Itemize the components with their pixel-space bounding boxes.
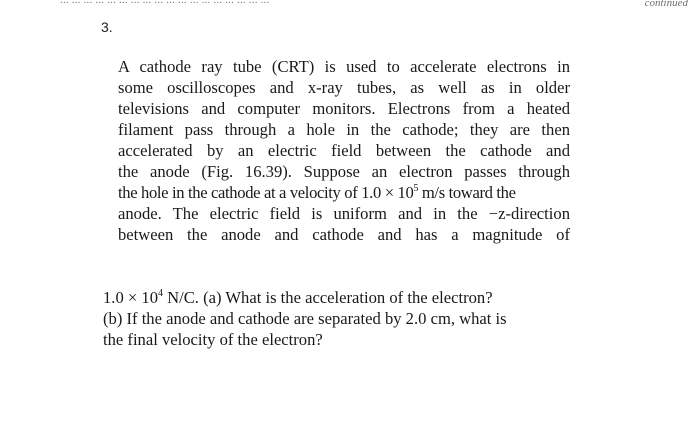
text-line: (b) If the anode and cathode are separated by 2.0 cm, what is bbox=[103, 309, 507, 328]
text-segment: 1.0 × 10 bbox=[103, 288, 158, 307]
text-line: A cathode ray tube (CRT) is used to accelerate electrons in bbox=[118, 57, 570, 76]
text-segment: the hole in the cathode at a velocity of 1.0 × 10 bbox=[118, 183, 414, 202]
text-line-field-magnitude bbox=[103, 287, 563, 308]
text-line: televisions and computer monitors. Electrons from a heated bbox=[118, 99, 570, 118]
exponent: 5 bbox=[413, 183, 419, 194]
text-line-velocity bbox=[118, 182, 570, 203]
text-line: the anode (Fig. 16.39). Suppose an electron passes through bbox=[118, 162, 570, 181]
exponent: 4 bbox=[158, 288, 163, 299]
cropped-previous-text bbox=[60, 0, 580, 4]
text-line: filament pass through a hole in the cathode; they are then bbox=[118, 120, 570, 139]
problem-paragraph-1 bbox=[118, 56, 570, 245]
continued-label: continued bbox=[644, 0, 688, 9]
text-segment: N/C. (a) What is the acceleration of the electron? bbox=[163, 288, 493, 307]
text-line: some oscilloscopes and x-ray tubes, as well as in older bbox=[118, 78, 570, 97]
text-line: anode. The electric field is uniform and in the −z-direction bbox=[118, 204, 570, 223]
text-line: between the anode and cathode and has a magnitude of bbox=[118, 225, 570, 244]
text-line: accelerated by an electric field between the cathode and bbox=[118, 141, 570, 160]
problem-paragraph-2 bbox=[103, 287, 563, 350]
text-line: the final velocity of the electron? bbox=[103, 330, 323, 349]
text-segment: m/s toward the bbox=[418, 183, 516, 202]
problem-number: 3. bbox=[101, 19, 113, 35]
